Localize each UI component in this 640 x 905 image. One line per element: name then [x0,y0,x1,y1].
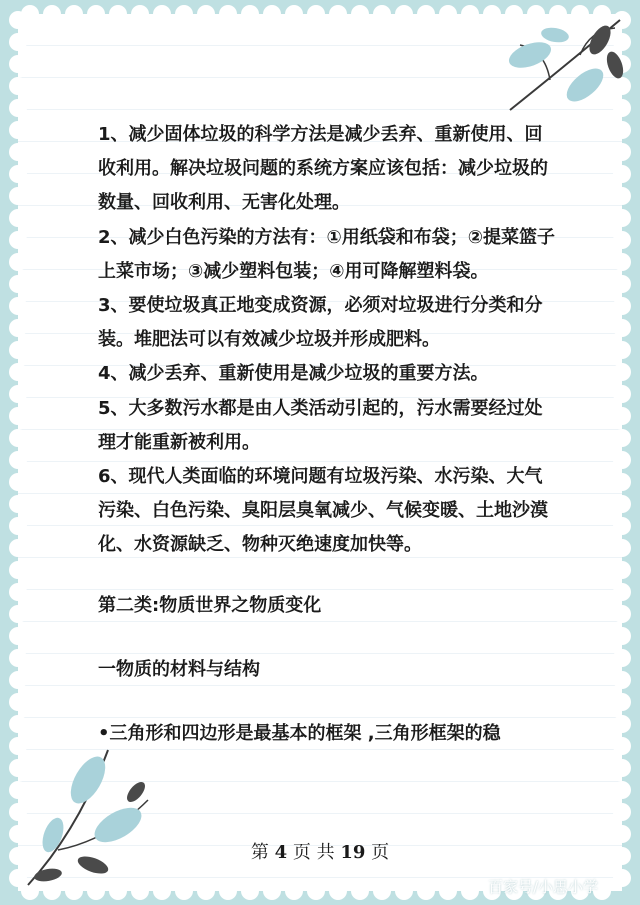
paragraph-2: 2、减少白色污染的方法有：①用纸袋和布袋；②提菜篮子上菜市场；③减少塑料包装；④用可降解塑料袋。 [98,226,556,282]
bullet-line: •三角形和四边形是最基本的框架 ,三角形框架的稳 [98,723,501,745]
paragraph-3: 3、要使垃圾真正地变成资源，必须对垃圾进行分类和分装。堆肥法可以有效减少垃圾并形成肥料。 [98,295,543,351]
page-footer [0,838,640,864]
sub-heading: 一物质的材料与结构 [98,658,260,680]
footer-prefix: 第 [250,842,269,863]
section-heading: 第二类:物质世界之物质变化 [98,594,322,616]
leaf-branch-top-right-icon [490,10,630,120]
paragraph-5: 5、大多数污水都是由人类活动引起的，污水需要经过处理才能重新被利用。 [98,397,543,453]
watermark: 百家号/小思小学 [488,878,599,896]
document-body [98,118,558,751]
paragraph-4: 4、减少丢弃、重新使用是减少垃圾的重要方法。 [98,363,489,385]
footer-total-pages: 19 [340,842,366,863]
footer-suffix: 页 [371,842,390,863]
leaf-branch-bottom-left-icon [18,740,168,890]
footer-page-number: 4 [274,842,288,863]
paragraph-6: 6、现代人类面临的环境问题有垃圾污染、水污染、大气污染、白色污染、臭阳层臭氧减少、气候变暖、土地沙漠化、水资源缺乏、物种灭绝速度加快等。 [98,466,548,556]
footer-middle: 页 共 [292,842,335,863]
paragraph-1: 1、减少固体垃圾的科学方法是减少丢弃、重新使用、回收利用。解决垃圾问题的系统方案应该包括：减少垃圾的数量、回收利用、无害化处理。 [98,124,548,214]
